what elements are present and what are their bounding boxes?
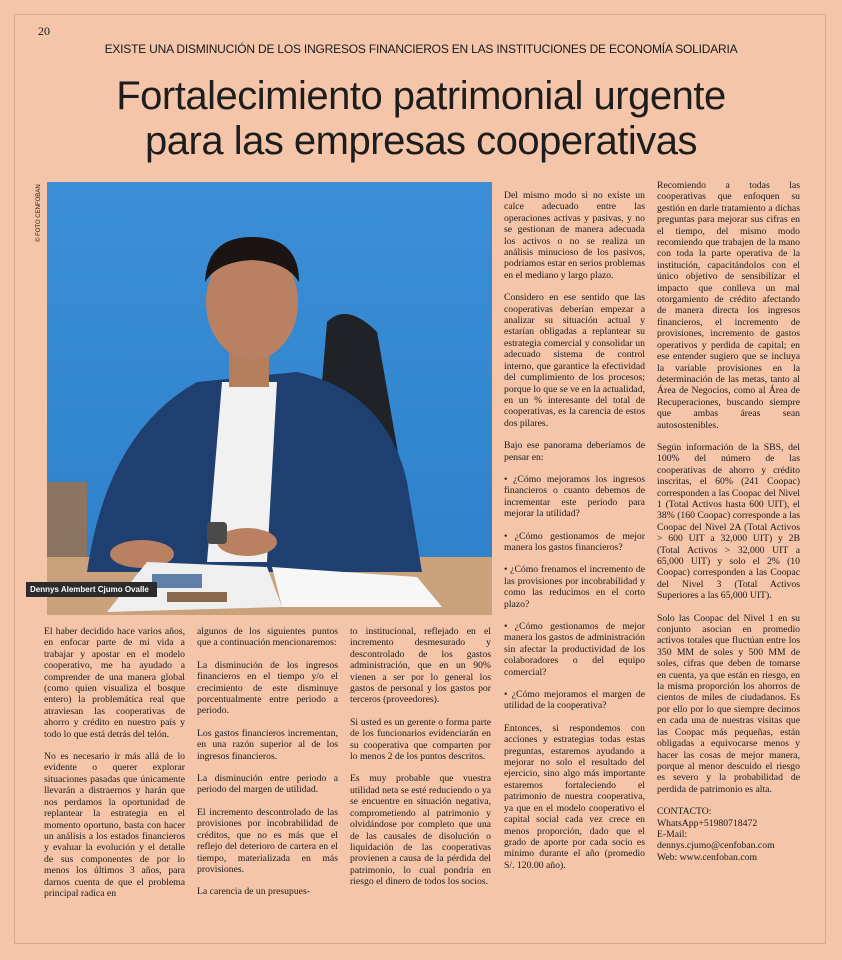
paragraph: Considero en ese sentido que las cooperativas deberían empezar a analizar su situación actual y estarían obligadas a replantear su estrategia comercial y consolidar un adecuado sistema de control interno, que garantice la efectividad del cumplimiento de los procesos; porque lo que se ve en la actualidad, en un % interesante del total de cooperativas, es la carencia de estos dos pilares.	[504, 292, 645, 429]
portrait-illustration	[47, 182, 492, 615]
contact-email: dennys.cjumo@cenfoban.com	[657, 840, 775, 852]
paragraph: La disminución entre periodo a periodo del margen de utilidad.	[197, 773, 338, 796]
question-item: • ¿Cómo gestionamos de mejor manera los gastos de administración sin afectar la productividad de los colaboradores o del equipo comercial?	[504, 621, 645, 678]
headline	[0, 74, 842, 164]
magazine-photo-shape-2	[167, 592, 227, 602]
photo-caption: Dennys Alembert Cjumo Ovalle	[26, 582, 157, 597]
kicker: EXISTE UNA DISMINUCIÓN DE LOS INGRESOS FINANCIEROS EN LAS INSTITUCIONES DE ECONOMÍA SOLIDARIA	[104, 42, 738, 56]
headline-line-1: Fortalecimiento patrimonial urgente	[116, 74, 726, 118]
photo-credit: © FOTO CENFOBAN	[36, 184, 42, 242]
article-column-5	[657, 180, 800, 863]
article-column-4	[504, 190, 645, 871]
paragraph: Los gastos financieros incrementan, en una razón superior al de los ingresos financieros.	[197, 727, 338, 762]
paragraph: Del mismo modo si no existe un calce adecuado entre las operaciones activas y pasivas, y no se gestionan de manera adecuada los activos o no se realiza un análisis minucioso de los pasivos, podríamos estar en serios problemas en el mediano y largo plazo.	[504, 190, 645, 281]
question-item: • ¿Cómo gestionamos de mejor manera los gastos financieros?	[504, 530, 645, 553]
question-item: • ¿Cómo frenamos el incremento de las provisiones por incobrabilidad y como las reducimos en el corto plazo?	[504, 564, 645, 610]
contact-whatsapp: WhatsApp+51980718472	[657, 817, 758, 829]
paragraph: Según información de la SBS, del 100% del número de las cooperativas de ahorro y crédito inscritas, el 60% (241 Coopac) corresponden a las Coopac del Nivel 1 (Total Activos hasta 600 UIT), el 38% (160 Coopac) corresponde a las Coopac del Nivel 2A (Total Activos > 600 UIT a 32,000 UIT) y 2B (Total Activos > 32,000 UIT a 65,000 UIT) y solo el 2% (10 Coopac) corresponden a las Coopac del Nivel 3 (Total Activos Superiores a las 65,000 UIT).	[657, 441, 800, 602]
paragraph: La disminución de los ingresos financieros en el tiempo y/o el crecimiento de este disminuye porcentualmente entre periodo a periodo.	[197, 659, 338, 717]
paragraph: Es muy probable que vuestra utilidad neta se esté reduciendo o ya se encuentre en situación negativa, comprometiendo al patrimonio y olvidándose por completo que una de las causales de disolución o liquidación de las cooperativas provienen a causa de la pérdida del patrimonio, lo cual pondría en riesgo el dinero de todos los socios.	[350, 773, 491, 888]
contact-block	[657, 806, 800, 863]
paragraph: algunos de los siguientes puntos que a continuación mencionaremos:	[197, 626, 338, 649]
paragraph: to institucional, reflejado en el incremento desmesurado y descontrolado de los gastos administración, que en un 90% vienen a ser por lo general los gastos de personal y los gastos por terceros (proveedores).	[350, 626, 491, 706]
paragraph: La carencia de un presupues-	[197, 886, 310, 898]
headline-line-2: para las empresas cooperativas	[145, 119, 697, 163]
paragraph: Entonces, si respondemos con acciones y estrategias todas estas preguntas, estaremos ayudando a mejorar no solo el resultado del ejercicio, sino algo más importante estaremos fortaleciendo el patrimonio de nuestra cooperativa, ya que en el modelo cooperativo el capital social cada vez crece en menos proporción, dado que el grado de aporte por cada socio es mínimo durante el año (promedio S/. 120.00 año).	[504, 722, 645, 871]
magazine-photo-shape	[152, 574, 202, 588]
paragraph: Si usted es un gerente o forma parte de los funcionarios evidenciarán en su cooperativa que comparten por lo menos 2 de los puntos descritos.	[350, 716, 491, 763]
contact-web: Web: www.cenfoban.com	[657, 851, 758, 863]
contact-email-label: E-Mail:	[657, 828, 688, 840]
article-column-2	[197, 626, 338, 898]
paragraph: El incremento descontrolado de las provisiones por incobrabilidad de créditos, que no es más que el reflejo del deterioro de cartera en el tiempo, materializada en más provisiones.	[197, 806, 338, 875]
watch-shape	[207, 522, 227, 544]
article-column-3	[350, 626, 491, 888]
paragraph: No es necesario ir más allá de lo evidente o querer explorar situaciones pasadas que únicamente llevarán a distraernos y harán que nos perdamos la oportunidad de replantear la estrategia en el momento oportuno, basta con hacer un análisis a los estados financieros y evaluar la evolución y el detalle de sus componentes de por lo menos los últimos 3 años, para darnos cuenta de que el problema principal radica en	[44, 751, 185, 899]
portrait-photo	[47, 182, 492, 615]
article-column-1	[44, 626, 185, 899]
question-item: • ¿Cómo mejoramos los ingresos financieros o cuanto debemos de incrementar este periodo para mejorar la utilidad?	[504, 473, 645, 520]
contact-heading: CONTACTO:	[657, 806, 712, 818]
question-item: • ¿Cómo mejoramos el margen de utilidad de la cooperativa?	[504, 689, 645, 712]
paragraph: Solo las Coopac del Nivel 1 en su conjunto asocian en promedio activos totales que fluctúan entre los 350 MM de soles y 500 MM de soles, cifras que deben de tomarse en cuenta, ya que están en riesgo, en la misma proporción los ahorros de cientos de miles de ciudadanos. Es por ello por lo que siempre decimos en cada una de nuestras visitas que las Coopac más pequeñas, están obligadas a equivocarse menos y hacer las cosas de mejor manera, porque al menor descuido el riesgo es severo y la probabilidad de perdida de patrimonio es alta.	[657, 612, 800, 795]
paragraph: El haber decidido hace varios años, en enfocar parte de mi vida a trabajar y apostar en el modelo cooperativo, me ha ayudado a comprender de una manera global (como quien visualiza el bosque entero) la problemática real que atraviesan las cooperativas de ahorro y crédito en nuestro país y todo lo que está detrás del telón.	[44, 626, 185, 740]
page-number: 20	[38, 24, 50, 38]
paragraph: Bajo ese panorama deberíamos de pensar en:	[504, 440, 645, 463]
paragraph: Recomiendo a todas las cooperativas que enfoquen su gestión en darle tratamiento a dichas preguntas para mejorar sus cifras en el tiempo, del mismo modo recomiendo que trabajen de la mano con toda la parte operativa de la institución, capacitándolos con el único objetivo de sensibilizar el impacto que conlleva un mal otorgamiento de crédito afectando de manera directa los ingresos financieros, el incremento de provisiones, incremento de gastos operativos y perdida de capital; en ese entender sugiero que se incluya la variable provisiones en la determinación de las metas, tanto al Área de Negocios, como al Área de Recuperaciones, buscando siempre que ambas áreas sean autosostenibles.	[657, 180, 800, 431]
